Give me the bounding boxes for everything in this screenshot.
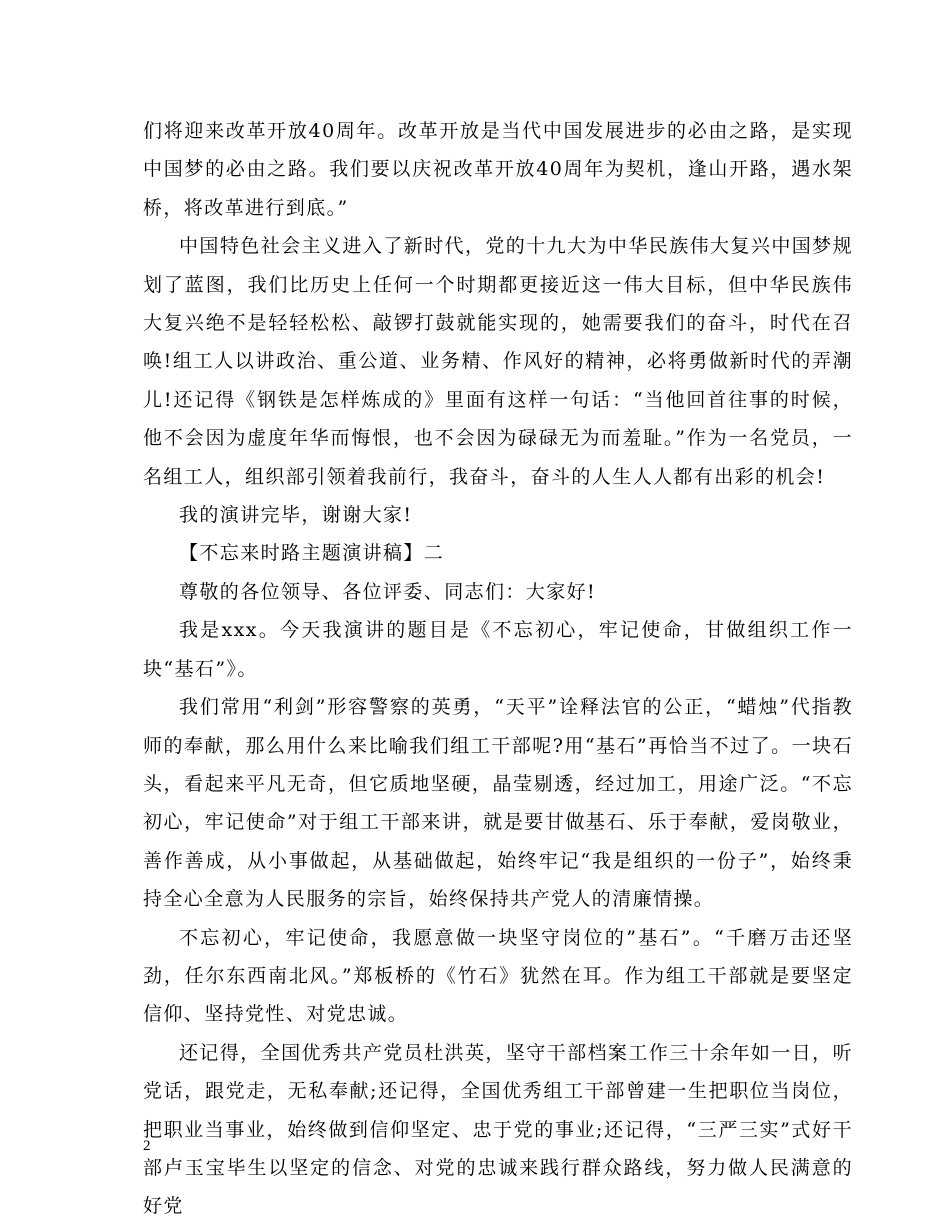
body-text	[143, 112, 853, 1226]
paragraph-6: 我是xxx。今天我演讲的题目是《不忘初心，牢记使命，甘做组织工作一块“基石”》。	[143, 619, 853, 680]
paragraph-1: 们将迎来改革开放40周年。改革开放是当代中国发展进步的必由之路，是实现中国梦的必由之路。我们要以庆祝改革开放40周年为契机，逢山开路，遇水架桥，将改革进行到底。”	[143, 120, 853, 219]
section-heading: 【不忘来时路主题演讲稿】二	[179, 542, 445, 565]
paragraph-7: 我们常用“利剑”形容警察的英勇，“天平”诠释法官的公正，“蜡烛”代指教师的奉献，那么用什么来比喻我们组工干部呢?用“基石”再恰当不过了。一块石头，看起来平凡无奇，但它质地坚硬，晶莹剔透，经过加工，用途广泛。“不忘初心，牢记使命”对于组工干部来讲，就是要甘做基石、乐于奉献，爱岗敬业，善作善成，从小事做起，从基础做起，始终牢记“我是组织的一份子”，始终秉持全心全意为人民服务的宗旨，始终保持共产党人的清廉情操。	[143, 696, 853, 911]
paragraph-2: 中国特色社会主义进入了新时代，党的十九大为中华民族伟大复兴中国梦规划了蓝图，我们比历史上任何一个时期都更接近这一伟大目标，但中华民族伟大复兴绝不是轻轻松松、敲锣打鼓就能实现的，她需要我们的奋斗，时代在召唤!组工人以讲政治、重公道、业务精、作风好的精神，必将勇做新时代的弄潮儿!还记得《钢铁是怎样炼成的》里面有这样一句话：“当他回首往事的时候，他不会因为虚度年华而悔恨，也不会因为碌碌无为而羞耻。”作为一名党员，一名组工人，组织部引领着我前行，我奋斗，奋斗的人生人人都有出彩的机会!	[143, 235, 853, 488]
paragraph-8: 不忘初心，牢记使命，我愿意做一块坚守岗位的”基石”。“千磨万击还坚劲，任尔东西南北风。”郑板桥的《竹石》犹然在耳。作为组工干部就是要坚定信仰、坚持党性、对党忠诚。	[143, 926, 853, 1026]
salutation: 尊敬的各位领导、各位评委、同志们：大家好!	[179, 580, 597, 603]
paragraph-9: 还记得，全国优秀共产党员杜洪英，坚守干部档案工作三十余年如一日，听党话，跟党走，无私奉献;还记得，全国优秀组工干部曾建一生把职位当岗位，把职业当事业，始终做到信仰坚定、忠于党的事业;还记得，“三严三实”式好干部卢玉宝毕生以坚定的信念、对党的忠诚来践行群众路线，努力做人民满意的好党	[143, 1041, 853, 1218]
page-number: 2	[143, 1138, 151, 1154]
paragraph-3: 我的演讲完毕，谢谢大家!	[179, 504, 413, 527]
